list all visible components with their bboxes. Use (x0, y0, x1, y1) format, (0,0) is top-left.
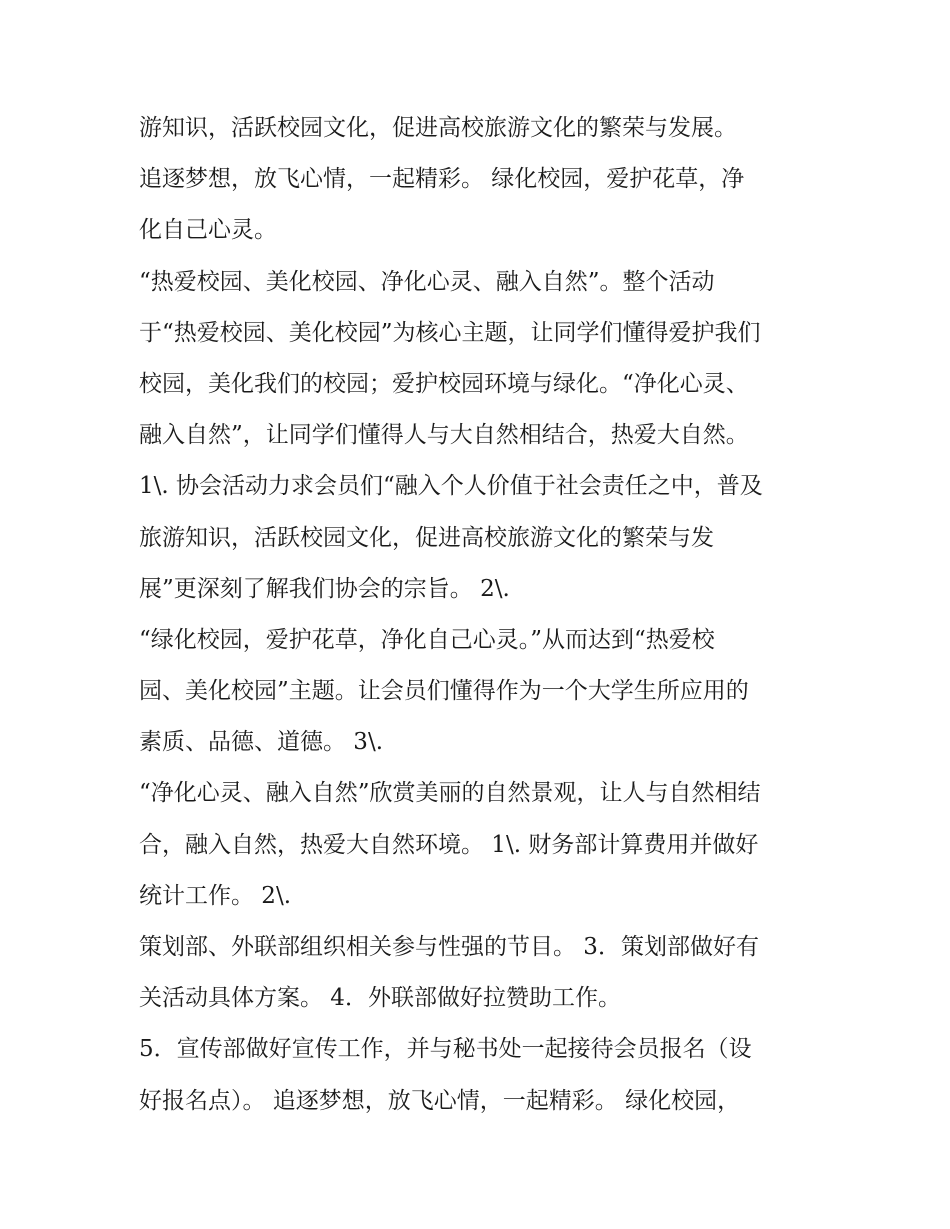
text-line: 统计工作。 2\. (139, 882, 292, 909)
text-line: 策划部、外联部组织相关参与性强的节目。 3．策划部做好有 (139, 934, 759, 960)
text-line: 好报名点）。 追逐梦想，放飞心情，一起精彩。 绿化校园， (139, 1087, 741, 1114)
text-line: “净化心灵、融入自然”欣赏美丽的自然景观，让人与自然相结 (139, 780, 761, 807)
text-line: 展”更深刻了解我们协会的宗旨。 2\. (139, 575, 510, 602)
text-line: 化自己心灵。 (139, 217, 277, 244)
text-line: 素质、品德、道德。 3\. (139, 729, 384, 756)
text-line: 于“热爱校园、美化校园”为核心主题，让同学们懂得爱护我们 (139, 319, 761, 346)
text-line: 融入自然”，让同学们懂得人与大自然相结合，热爱大自然。 (139, 422, 749, 449)
text-line: 关活动具体方案。 4．外联部做好拉赞助工作。 (139, 985, 621, 1012)
text-line: 追逐梦想，放飞心情，一起精彩。 绿化校园，爱护花草，净 (139, 166, 745, 193)
text-line: 校园，美化我们的校园；爱护校园环境与绿化。“净化心灵、 (139, 370, 749, 397)
text-line: 游知识，活跃校园文化，促进高校旅游文化的繁荣与发展。 (139, 115, 737, 141)
text-line: 园、美化校园”主题。让会员们懂得作为一个大学生所应用的 (139, 678, 749, 705)
text-line: “绿化校园，爱护花草，净化自己心灵。”从而达到“热爱校 (139, 626, 715, 653)
document-body (139, 103, 819, 1127)
text-line: 旅游知识，活跃校园文化，促进高校旅游文化的繁荣与发 (139, 524, 714, 551)
text-line: “热爱校园、美化校园、净化心灵、融入自然”。整个活动 (139, 268, 715, 295)
text-line: 1\. 协会活动力求会员们“融入个人价值于社会责任之中，普及 (139, 473, 763, 500)
text-line: 合，融入自然，热爱大自然环境。 1\. 财务部计算费用并做好 (139, 831, 759, 858)
text-line: 5．宣传部做好宣传工作，并与秘书处一起接待会员报名（设 (139, 1036, 752, 1063)
